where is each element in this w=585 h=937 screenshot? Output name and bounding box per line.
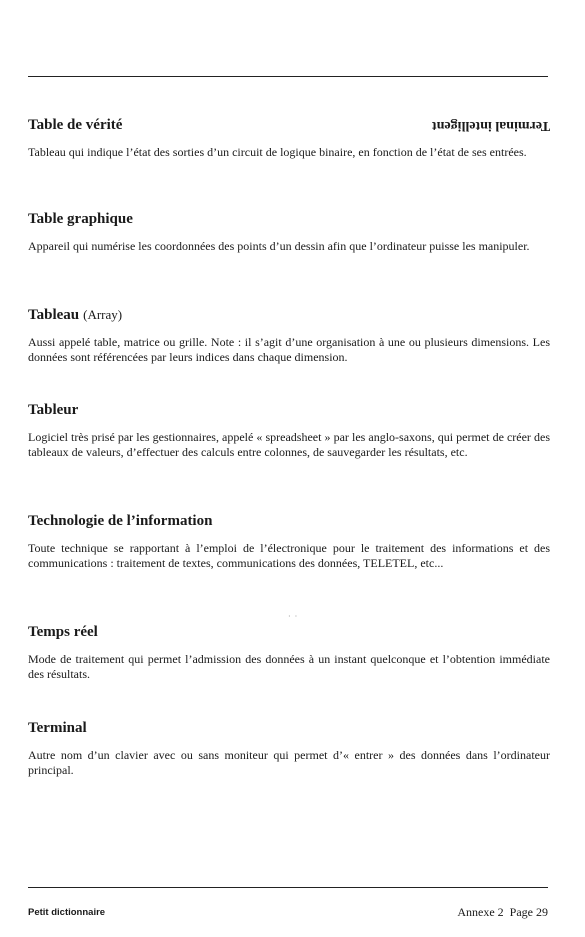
- entry-temps-reel: [28, 623, 550, 682]
- entry-header: [28, 623, 550, 643]
- running-head: Terminal intelligent: [431, 118, 550, 133]
- entry-header: [28, 401, 550, 421]
- entry-definition: Autre nom d’un clavier avec ou sans moniteur qui permet d’« entrer » des données dans l’ordinateur principal.: [28, 748, 550, 777]
- entry-header: [28, 512, 550, 532]
- entry-term: Table graphique: [28, 211, 133, 227]
- footer-page-number: Annexe 2 Page 29: [457, 905, 548, 919]
- top-rule: [28, 76, 548, 77]
- entry-definition: Mode de traitement qui permet l’admission des données à un instant quelconque et l’obtention immédiate des résultats.: [28, 652, 550, 681]
- entry-table-de-verite: [28, 116, 550, 160]
- entry-definition: Tableau qui indique l’état des sorties d’un circuit de logique binaire, en fonction de l’état de ses entrées.: [28, 145, 527, 159]
- entry-term: Technologie de l’information: [28, 513, 213, 529]
- entry-header: [28, 306, 550, 326]
- entry-definition: Appareil qui numérise les coordonnées des points d’un dessin afin que l’ordinateur puisse les manipuler.: [28, 239, 530, 253]
- footer-book-title: Petit dictionnaire: [28, 907, 106, 918]
- bottom-rule: [28, 887, 548, 888]
- entry-table-graphique: [28, 210, 550, 254]
- scan-speckle: · ·: [288, 612, 299, 621]
- entry-header: [28, 116, 550, 136]
- entry-term-note: (Array): [83, 307, 123, 322]
- entry-term: Tableur: [28, 402, 79, 418]
- entry-term: Temps réel: [28, 624, 98, 640]
- entry-tableur: [28, 401, 550, 460]
- entry-header: [28, 719, 550, 739]
- entry-terminal: [28, 719, 550, 778]
- entry-definition: Aussi appelé table, matrice ou grille. Note : il s’agit d’une organisation à une ou plusieurs dimensions. Les données sont référencées par leurs indices dans chaque dimension.: [28, 335, 550, 364]
- entry-term: Table de vérité: [28, 117, 123, 133]
- entry-definition: Toute technique se rapportant à l’emploi de l’électronique pour le traitement des informations et des communications : traitement de textes, communications des données, TELETEL, etc...: [28, 541, 550, 570]
- entry-tableau: [28, 306, 550, 365]
- entry-term: Terminal: [28, 720, 87, 736]
- entry-technologie-information: [28, 512, 550, 571]
- entry-header: [28, 210, 550, 230]
- entry-definition: Logiciel très prisé par les gestionnaires, appelé « spreadsheet » par les anglo-saxons, qui permet de créer des tableaux de valeurs, d’effectuer des calculs entre colonnes, de sauvegarder les résultats, etc.: [28, 430, 550, 459]
- entry-term: Tableau: [28, 307, 80, 323]
